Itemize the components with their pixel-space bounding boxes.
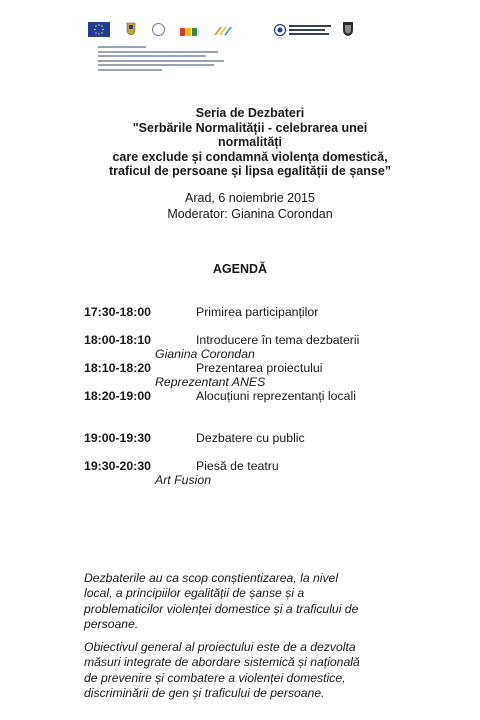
agenda-title: Piesă de teatru — [196, 459, 279, 473]
paragraph-line: măsuri integrate de abordare sistemică și națională — [84, 655, 360, 670]
paragraph-line: Obiectivul general al proiectului este de a dezvolta — [84, 640, 356, 654]
government-logo — [274, 23, 334, 37]
paragraph-line: discriminării de gen și traficului de persoane. — [84, 685, 325, 700]
colored-logo — [178, 25, 200, 37]
agenda-person: Art Fusion — [155, 473, 212, 487]
agenda-person: Gianina Corondan — [155, 347, 255, 361]
header-logos — [88, 22, 358, 42]
header-fineprint — [98, 46, 228, 74]
paragraph-line: problematicilor violenței domestice și a traficului de — [84, 601, 359, 616]
paragraph-line: local, a principiilor egalității de șanse și a — [84, 586, 305, 601]
title-line: traficul de persoane și lipsa egalității de șanse” — [108, 164, 392, 178]
place-date: Arad, 6 noiembrie 2015 — [185, 191, 315, 205]
agenda-time: 18:00-18:10 — [84, 333, 151, 347]
document-title — [92, 106, 408, 179]
paragraph-line: persoane. — [84, 616, 139, 631]
circular-seal-logo — [152, 23, 165, 36]
agenda-heading: AGENDĂ — [212, 262, 268, 276]
agenda-time: 18:10-18:20 — [84, 361, 151, 375]
title-line: care exclude și condamnă violența domestică, — [112, 149, 388, 164]
paragraph-line: Dezbaterile au ca scop conștientizarea, la nivel — [84, 571, 339, 585]
purpose-paragraph — [84, 571, 402, 632]
agenda-title: Dezbatere cu public — [196, 431, 305, 445]
moderator: Moderator: Gianina Corondan — [167, 206, 333, 221]
agenda-time: 18:20-19:00 — [84, 389, 151, 403]
crest-logo — [342, 21, 354, 37]
agenda-time: 19:30-20:30 — [84, 459, 151, 473]
agenda-title: Alocuțiuni reprezentanți locali — [196, 389, 356, 403]
objective-paragraph — [84, 640, 402, 701]
agenda-time: 17:30-18:00 — [84, 305, 151, 319]
romania-crest-logo — [126, 22, 136, 36]
event-meta — [92, 191, 408, 222]
agenda-title: Primirea participanților — [196, 305, 319, 319]
agenda-title: Prezentarea proiectului — [196, 361, 323, 375]
title-line: Seria de Dezbateri — [195, 106, 305, 120]
agenda-time: 19:00-19:30 — [84, 431, 151, 445]
agenda-person: Reprezentant ANES — [155, 375, 266, 389]
stripes-logo — [212, 24, 232, 36]
title-line: normalități — [218, 135, 282, 149]
agenda-title: Introducere în tema dezbaterii — [196, 333, 360, 347]
eu-flag-logo — [88, 22, 110, 37]
title-line: "Serbările Normalității - celebrarea unei — [132, 120, 368, 135]
paragraph-line: de prevenire și combatere a violenței domestice, — [84, 670, 346, 685]
